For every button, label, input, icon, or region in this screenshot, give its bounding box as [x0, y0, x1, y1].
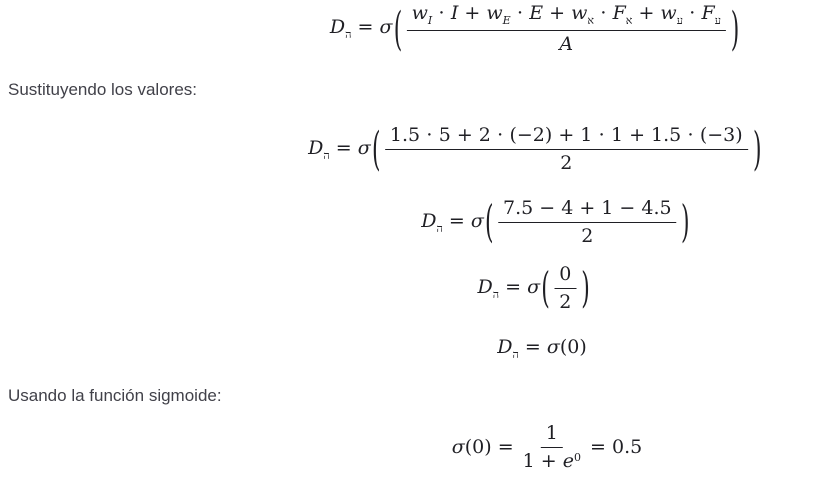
math-run	[421, 210, 484, 235]
equation-sigmoid-evaluation	[452, 421, 642, 474]
math-subscript: ה	[492, 287, 500, 301]
math-operator: +	[632, 2, 661, 24]
math-denominator	[554, 31, 578, 56]
math-denominator	[576, 223, 598, 248]
math-denominator	[518, 448, 586, 473]
math-variable: e	[562, 450, 575, 473]
math-operator: ⋅	[682, 2, 702, 24]
math-paren: )	[681, 197, 690, 248]
math-operator: =	[329, 136, 358, 159]
math-variable: σ	[527, 275, 541, 298]
math-variable: D	[308, 136, 324, 159]
math-run	[330, 16, 393, 41]
math-variable: w	[571, 2, 588, 24]
math-fraction	[554, 262, 576, 315]
paragraph-substituting-values: Sustituyendo los valores:	[8, 80, 197, 99]
math-operator: ⋅	[594, 2, 613, 24]
math-paren: (	[540, 264, 550, 313]
math-variable: σ	[357, 136, 371, 159]
math-variable: D	[421, 209, 437, 232]
math-operator: 0	[559, 263, 572, 285]
math-operator: 1 +	[522, 450, 563, 473]
math-superscript: 0	[574, 451, 582, 465]
math-variable: w	[411, 2, 428, 24]
math-fraction	[385, 123, 748, 176]
math-operator: (0)	[464, 436, 492, 459]
math-operator: 1.5 ⋅ 5 + 2 ⋅ (−2) + 1 ⋅ 1 + 1.5 ⋅ (−3)	[389, 124, 743, 146]
math-numerator	[541, 421, 563, 448]
math-run	[478, 276, 541, 301]
math-paren: (	[484, 197, 494, 248]
math-run	[590, 436, 642, 458]
math-operator: =	[351, 16, 380, 39]
math-subscript: א	[625, 13, 633, 27]
math-variable: w	[660, 2, 677, 24]
math-operator: (0)	[559, 336, 587, 358]
math-operator: ⋅	[510, 2, 530, 24]
math-subscript: I	[427, 13, 433, 27]
math-numerator	[407, 1, 726, 31]
math-variable: D	[477, 275, 493, 298]
math-variable: σ	[379, 16, 393, 39]
equation-decision-simplified	[421, 196, 690, 249]
math-operator: +	[458, 2, 487, 24]
math-fraction	[518, 421, 586, 474]
math-operator: = 0.5	[590, 436, 643, 459]
math-numerator	[498, 196, 677, 223]
math-paren: )	[581, 264, 590, 313]
math-subscript: ע	[676, 13, 683, 27]
math-denominator	[555, 150, 577, 175]
math-subscript: ע	[714, 13, 721, 27]
math-variable: I	[450, 2, 459, 24]
math-subscript: ה	[436, 221, 443, 235]
math-operator: 2	[581, 225, 594, 248]
equation-decision-zero-over-two	[478, 262, 591, 315]
math-denominator	[554, 289, 576, 314]
math-paren: (	[393, 2, 402, 56]
math-variable: E	[529, 2, 544, 24]
math-subscript: א	[587, 13, 595, 27]
math-variable: σ	[546, 336, 560, 358]
math-operator: 7.5 − 4 + 1 − 4.5	[502, 197, 672, 219]
math-operator: =	[491, 436, 514, 459]
math-fraction	[407, 1, 726, 56]
math-variable: w	[486, 2, 503, 24]
math-variable: D	[329, 16, 346, 39]
math-variable: A	[559, 32, 574, 55]
math-operator: +	[543, 2, 572, 24]
math-subscript: ה	[323, 148, 330, 162]
math-fraction	[498, 196, 677, 249]
math-variable: F	[701, 2, 715, 24]
math-operator: 1	[545, 422, 558, 444]
math-operator: =	[442, 209, 471, 232]
math-variable: σ	[451, 436, 465, 459]
math-paren: )	[730, 2, 740, 56]
math-paren: (	[371, 123, 381, 176]
math-run	[452, 436, 514, 458]
math-numerator	[554, 262, 576, 289]
math-paren: )	[752, 123, 762, 176]
math-subscript: ה	[512, 347, 519, 361]
equation-decision-sigma-zero	[497, 336, 586, 361]
math-operator: 2	[559, 291, 572, 314]
math-run	[308, 137, 371, 162]
equation-decision-substituted	[308, 123, 762, 176]
math-variable: σ	[470, 209, 484, 232]
math-variable: D	[497, 336, 513, 358]
math-operator: ⋅	[432, 2, 451, 24]
math-subscript: ה	[345, 28, 352, 42]
math-operator: =	[518, 336, 547, 358]
math-numerator	[385, 123, 748, 150]
math-operator: 2	[560, 152, 573, 175]
math-variable: F	[612, 2, 626, 24]
paragraph-using-sigmoid: Usando la función sigmoide:	[8, 386, 222, 405]
math-run	[497, 336, 586, 361]
math-operator: =	[499, 275, 528, 298]
equation-decision-general	[330, 1, 740, 56]
math-subscript: E	[502, 13, 511, 27]
